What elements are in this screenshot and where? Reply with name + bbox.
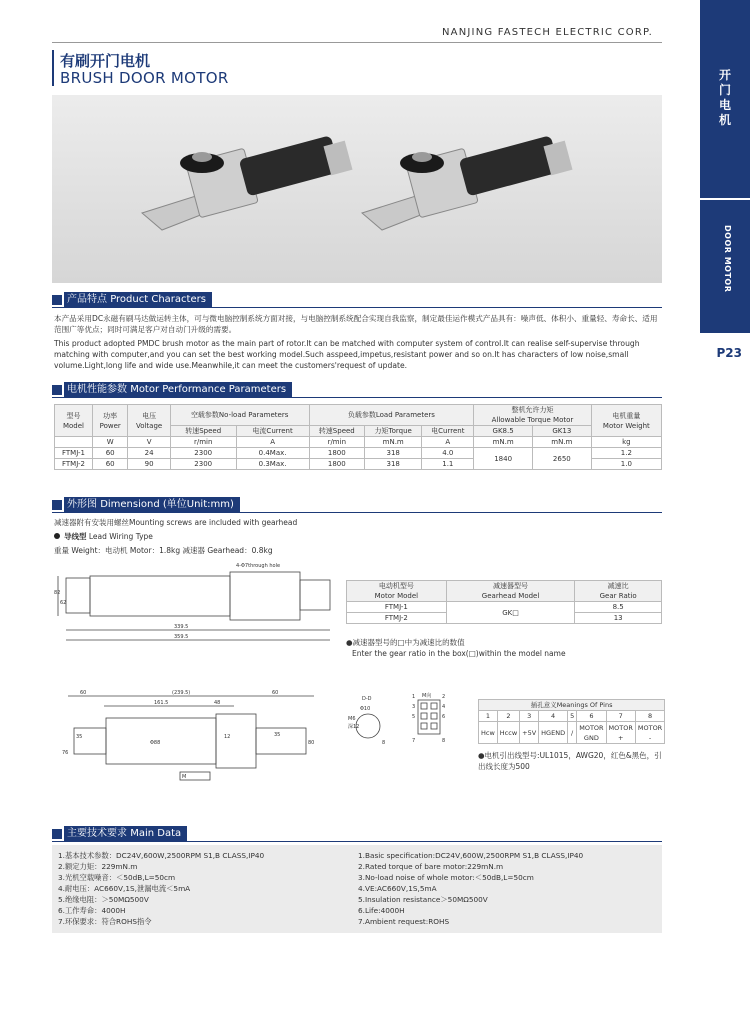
bullet-icon <box>54 533 60 539</box>
drawing-label: M <box>182 774 187 780</box>
drawing-label: 60 <box>272 690 279 696</box>
wiring-type: 导线型 Lead Wiring Type <box>54 531 153 542</box>
th-sub: GK8.5 <box>474 426 533 437</box>
drawing-label: M向 <box>422 693 432 699</box>
pin-label: 6 <box>442 714 446 720</box>
section-rule <box>52 307 662 308</box>
gk13-value: 2650 <box>533 448 592 470</box>
unit-cell: kg <box>591 437 661 448</box>
unit-cell: mN.m <box>533 437 592 448</box>
drawing-label: 339.5 <box>174 624 189 630</box>
pin-label: 8 <box>442 738 446 744</box>
drawing-label: 80 <box>308 740 315 746</box>
company-name: NANJING FASTECH ELECTRIC CORP. <box>442 27 654 38</box>
section-rule <box>52 512 662 513</box>
th-gear-ratio: 减速比 Gear Ratio <box>575 581 662 602</box>
drawing-label: D-D <box>362 696 372 702</box>
unit-cell: mN.m <box>474 437 533 448</box>
characters-text-en: This product adopted PMDC brush motor as the main part of rotor.It can be matched with computer system of control.It can realise self-supervise through matching with computer,and you can set the best working model.Such asspeed,impetus,resistant power and so on.It has characters of low noise,small volume.Light,long life and wide use.Meanwhile,it can meet the customers'request of update. <box>54 339 640 370</box>
drawing-label: 4-Φ7through hole <box>236 563 281 569</box>
section-rule <box>52 841 662 842</box>
dimension-drawing-side <box>54 688 344 788</box>
th-allowable: 整机允许力矩 Allowable Torque Motor <box>474 405 591 426</box>
th-load: 负载参数Load Parameters <box>309 405 474 426</box>
th-motor-model: 电动机型号 Motor Model <box>347 581 447 602</box>
drawing-label: 48 <box>214 700 221 706</box>
screws-note: 减速器附有安装用螺丝Mounting screws are included with gearhead <box>54 518 298 527</box>
table-row: FTMJ-1 60 24 2300 0.4Max. 1800 318 4.0 1840 2650 1.2 <box>55 448 662 459</box>
th-sub: 电流Current <box>236 426 309 437</box>
sidebar-divider <box>700 198 750 200</box>
th-power: 功率 Power <box>92 405 127 437</box>
drawing-label: 35 <box>274 732 281 738</box>
unit-cell: W <box>92 437 127 448</box>
section-rule <box>52 397 662 398</box>
motor-2 <box>362 135 573 230</box>
gear-note-en: Enter the gear ratio in the box(□)within the model name <box>352 649 566 658</box>
pins-title: 插孔意义Meanings Of Pins <box>479 700 665 711</box>
pin-meanings-table: 插孔意义Meanings Of Pins 1 2 3 4 5 6 7 8 Hcw Hccw +5V HGEND / MOTOR GND MOTOR + MOTOR - <box>478 699 665 744</box>
th-sub: 转速Speed <box>170 426 236 437</box>
gearhead-model: GK□ <box>446 602 575 624</box>
gk85-value: 1840 <box>474 448 533 470</box>
drawing-label: 76 <box>62 750 69 756</box>
th-weight: 电机重量 Motor Weight <box>591 405 661 437</box>
drawing-label: 359.5 <box>174 634 189 640</box>
th-noload: 空载参数No-load Parameters <box>170 405 309 426</box>
section-header-performance: 电机性能参数 Motor Performance Parameters <box>52 382 292 397</box>
table-row: FTMJ-1 GK□ 8.5 <box>347 602 662 613</box>
drawing-label: 60 <box>80 690 87 696</box>
drawing-label: M6 <box>348 716 356 722</box>
sidebar-rule <box>700 330 750 333</box>
gear-ratio-table <box>346 580 662 624</box>
sidebar-category-en: DOOR MOTOR <box>723 225 732 293</box>
drawing-label: 82 <box>54 590 61 596</box>
lead-wire-note: ●电机引出线型号:UL1015，AWG20，红色&黑色，引出线长度为500 <box>478 751 662 771</box>
drawing-label: 35 <box>76 734 83 740</box>
pin-label: 2 <box>442 694 446 700</box>
page-title-en: BRUSH DOOR MOTOR <box>60 69 229 87</box>
pin-label: 1 <box>412 694 416 700</box>
drawing-label: 深12 <box>348 724 360 730</box>
drawing-label: 161.5 <box>154 700 169 706</box>
unit-cell: V <box>128 437 170 448</box>
unit-cell: mN.m <box>365 437 422 448</box>
title-accent-bar <box>52 50 54 86</box>
drawing-label: 12 <box>224 734 231 740</box>
unit-cell: A <box>422 437 474 448</box>
section-marker <box>52 500 62 510</box>
pin-label: 5 <box>412 714 416 720</box>
th-voltage: 电压 Voltage <box>128 405 170 437</box>
header-rule <box>52 42 662 43</box>
motor-illustration <box>52 95 662 283</box>
table-row: FTMJ-2 60 90 2300 0.3Max. 1800 318 1.1 1.0 <box>55 459 662 470</box>
section-marker <box>52 295 62 305</box>
page-title-cn: 有刷开门电机 <box>60 52 151 70</box>
unit-cell: r/min <box>170 437 236 448</box>
drawing-label: (239.5) <box>172 690 191 696</box>
th-sub: 电Current <box>422 426 474 437</box>
dimension-drawing-top <box>54 558 344 648</box>
section-marker <box>52 829 62 839</box>
gear-note-cn: ●减速器型号的□中为减速比的数值 <box>346 638 465 647</box>
th-sub: GK13 <box>533 426 592 437</box>
performance-table <box>54 404 662 470</box>
drawing-label: 8 <box>382 740 386 746</box>
drawing-label: Φ88 <box>150 740 161 746</box>
th-model: 型号 Model <box>55 405 93 437</box>
main-data-cn: 1.基本技术参数：DC24V,600W,2500RPM S1,B CLASS,IP40 2.额定力矩：229mN.m 3.光机空载噪音：＜50dB,L=50cm 4.耐电压：AC660V,1S,泄漏电流＜5mA 5.绝缘电阻：＞50MΩ500V 6.工作寿命：4000H 7.环保要求：符合ROHS指令 <box>58 851 265 926</box>
unit-cell: r/min <box>309 437 364 448</box>
unit-cell: A <box>236 437 309 448</box>
pin-label: 3 <box>412 704 416 710</box>
section-marker <box>52 385 62 395</box>
table-row: FTMJ-2 13 <box>347 613 662 624</box>
drawing-label: 62 <box>60 600 67 606</box>
section-header-characters: 产品特点 Product Characters <box>52 292 212 307</box>
pin-label: 7 <box>412 738 416 744</box>
th-gearhead-model: 减速器型号 Gearhead Model <box>446 581 575 602</box>
th-sub: 力矩Torque <box>365 426 422 437</box>
section-header-dimension: 外形图 Dimensiond (单位Unit:mm) <box>52 497 240 512</box>
page-number: P23 <box>716 346 742 360</box>
weight-info: 重量 Weight：电动机 Motor：1.8kg 减速器 Gearhead：0.8kg <box>54 546 273 555</box>
characters-text-cn: 本产品采用DC永磁有刷马达做运转主体，可与微电脑控制系统方面对接，与电脑控制系统配合实现自我监察，制定最佳运作模式产品具有：噪声低、体积小、重量轻、寿命长、适用范围广等优点；同时可满足客户对自动门升级的需要。 <box>54 314 658 334</box>
pin-label: 4 <box>442 704 446 710</box>
product-photo <box>52 95 662 283</box>
th-sub: 转速Speed <box>309 426 364 437</box>
main-data-en: 1.Basic specification:DC24V,600W,2500RPM S1,B CLASS,IP40 2.Rated torque of bare motor:229mN.m 3.No-load noise of whole motor:＜50dB,L=50cm 4.VE:AC660V,1S,5mA 5.Insulation resistance＞50MΩ500V 6.Life:4000H 7.Ambient request:ROHS <box>358 851 584 926</box>
connector-drawing <box>346 690 466 750</box>
drawing-label: Φ10 <box>360 706 371 712</box>
section-header-main: 主要技术要求 Main Data <box>52 826 187 841</box>
sidebar-category-cn: 开 门 电 机 <box>718 68 731 127</box>
motor-1 <box>142 135 353 230</box>
